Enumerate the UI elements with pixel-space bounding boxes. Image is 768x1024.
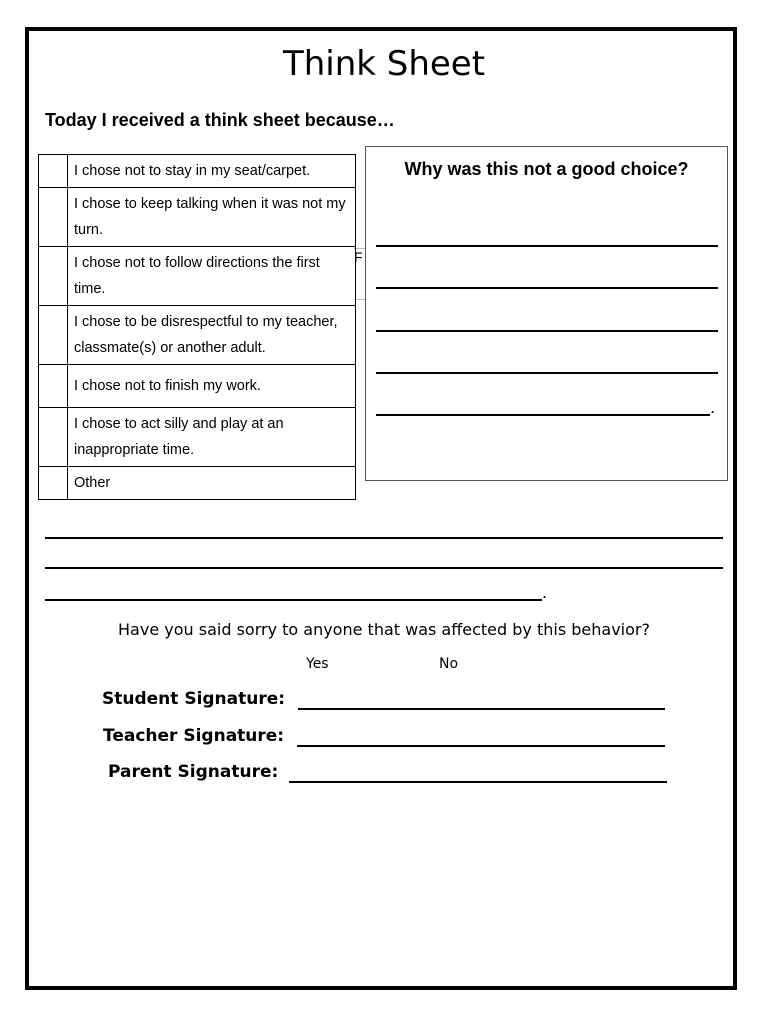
why-box — [365, 146, 728, 481]
other-answer-line[interactable] — [45, 599, 542, 601]
why-heading: Why was this not a good choice? — [404, 159, 689, 179]
teacher-signature-line[interactable] — [297, 745, 665, 747]
parent-signature-line[interactable] — [289, 781, 667, 783]
why-end-mark: . — [710, 398, 716, 417]
reason-row — [39, 365, 356, 408]
why-answer-line[interactable] — [376, 245, 718, 247]
reason-row — [39, 155, 356, 188]
student-signature-label: Student Signature: — [102, 689, 286, 709]
reasons-table — [38, 154, 356, 500]
reason-row — [39, 408, 356, 467]
reason-checkbox[interactable] — [39, 247, 68, 306]
apology-question: Have you said sorry to anyone that was affected by this behavior? — [118, 620, 650, 639]
reason-checkbox[interactable] — [39, 306, 68, 365]
other-end-mark: . — [542, 583, 548, 602]
why-answer-line[interactable] — [376, 414, 710, 416]
reason-row — [39, 467, 356, 500]
reason-checkbox[interactable] — [39, 408, 68, 467]
why-answer-line[interactable] — [376, 330, 718, 332]
reason-text: I chose not to finish my work. — [68, 365, 356, 408]
reason-text: I chose not to stay in my seat/carpet. — [68, 155, 356, 188]
other-answer-line[interactable] — [45, 537, 723, 539]
why-answer-line[interactable] — [376, 372, 718, 374]
teacher-signature-label: Teacher Signature: — [103, 726, 285, 746]
reason-text: I chose to act silly and play at an inappropriate time. — [68, 408, 356, 467]
reason-checkbox[interactable] — [39, 467, 68, 500]
page-title: Think Sheet — [282, 44, 486, 84]
reason-checkbox[interactable] — [39, 188, 68, 247]
why-answer-line[interactable] — [376, 287, 718, 289]
student-signature-line[interactable] — [298, 708, 665, 710]
reason-prompt: Today I received a think sheet because… — [45, 110, 395, 130]
reason-text: I chose to be disrespectful to my teacher, classmate(s) or another adult. — [68, 306, 356, 365]
reason-checkbox[interactable] — [39, 155, 68, 188]
reason-row — [39, 306, 356, 365]
reason-checkbox[interactable] — [39, 365, 68, 408]
answer-yes[interactable]: Yes — [306, 656, 329, 672]
reason-row — [39, 247, 356, 306]
reason-text: I chose not to follow directions the first time. — [68, 247, 356, 306]
other-answer-line[interactable] — [45, 567, 723, 569]
reason-text: I chose to keep talking when it was not my turn. — [68, 188, 356, 247]
parent-signature-label: Parent Signature: — [108, 762, 279, 782]
background-box-text: F — [354, 249, 363, 265]
reason-row — [39, 188, 356, 247]
answer-no[interactable]: No — [439, 656, 459, 672]
reason-text: Other — [68, 467, 356, 500]
